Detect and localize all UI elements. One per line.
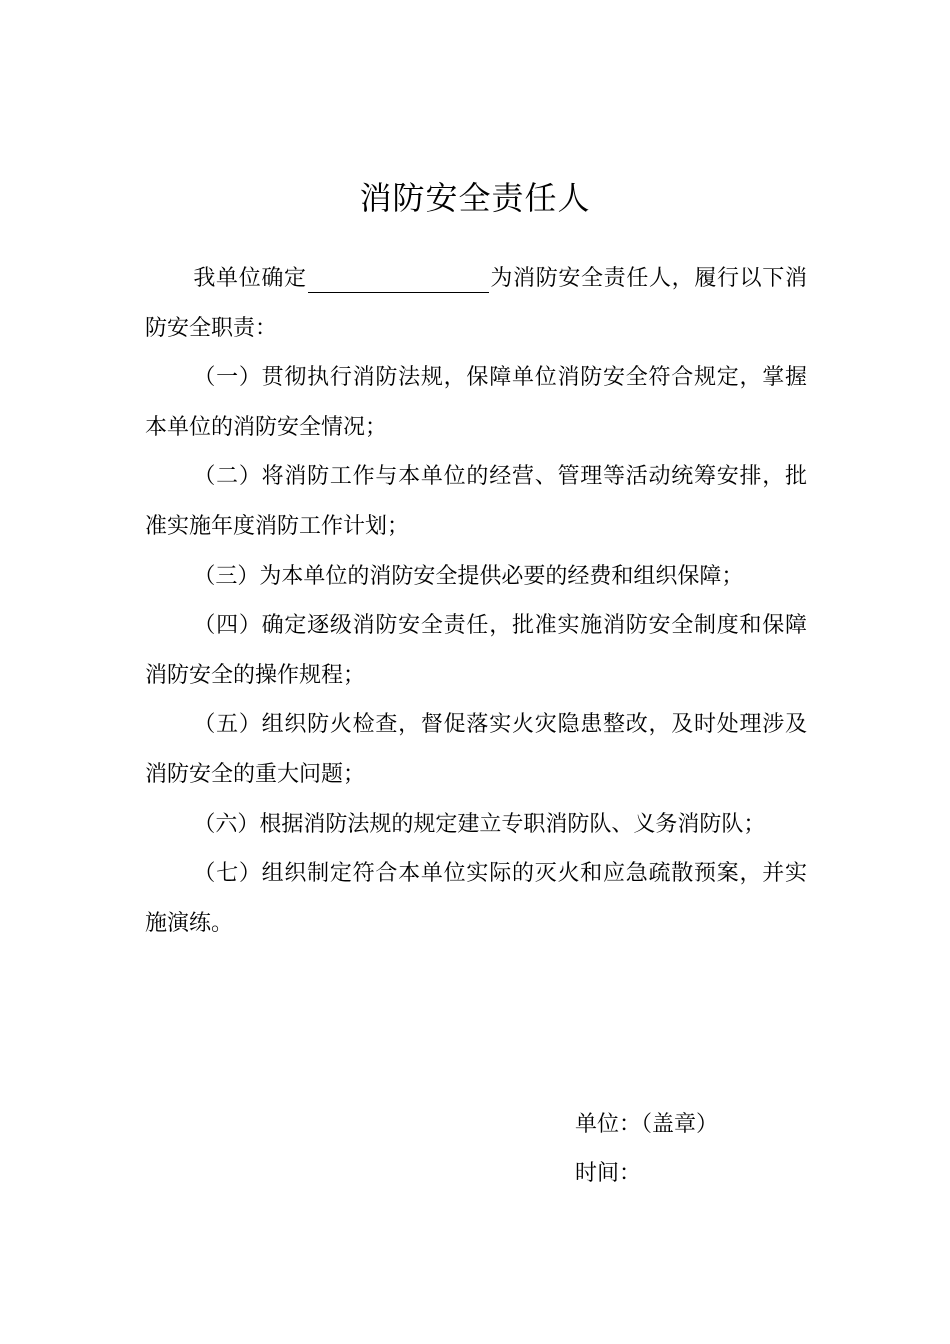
- duty-item-7: （七）组织制定符合本单位实际的灭火和应急疏散预案，并实施演练。: [145, 861, 807, 936]
- signature-time-label: 时间：: [575, 1161, 642, 1186]
- document-title: 消防安全责任人: [359, 179, 591, 217]
- duty-item-4: （四）确定逐级消防安全责任，批准实施消防安全制度和保障消防安全的操作规程；: [145, 613, 807, 688]
- document-body: [145, 254, 807, 948]
- responsible-person-blank[interactable]: [308, 270, 489, 293]
- intro-before-blank: 我单位确定: [193, 266, 307, 291]
- duty-item-3: （三）为本单位的消防安全提供必要的经费和组织保障；: [193, 563, 744, 589]
- intro-after-blank: 为消防安全责任人，履行以下消防安全职责：: [145, 266, 807, 341]
- duty-item-6: （六）根据消防法规的规定建立专职消防队、义务消防队；: [193, 811, 766, 837]
- duty-item-2: （二）将消防工作与本单位的经营、管理等活动统筹安排，批准实施年度消防工作计划；: [145, 464, 807, 539]
- intro-paragraph: [145, 254, 807, 353]
- duty-item-1: （一）贯彻执行消防法规，保障单位消防安全符合规定，掌握本单位的消防安全情况；: [145, 365, 807, 440]
- signature-unit-label: 单位：（盖章）: [575, 1112, 719, 1137]
- duty-item-5: （五）组织防火检查，督促落实火灾隐患整改，及时处理涉及消防安全的重大问题；: [145, 712, 807, 787]
